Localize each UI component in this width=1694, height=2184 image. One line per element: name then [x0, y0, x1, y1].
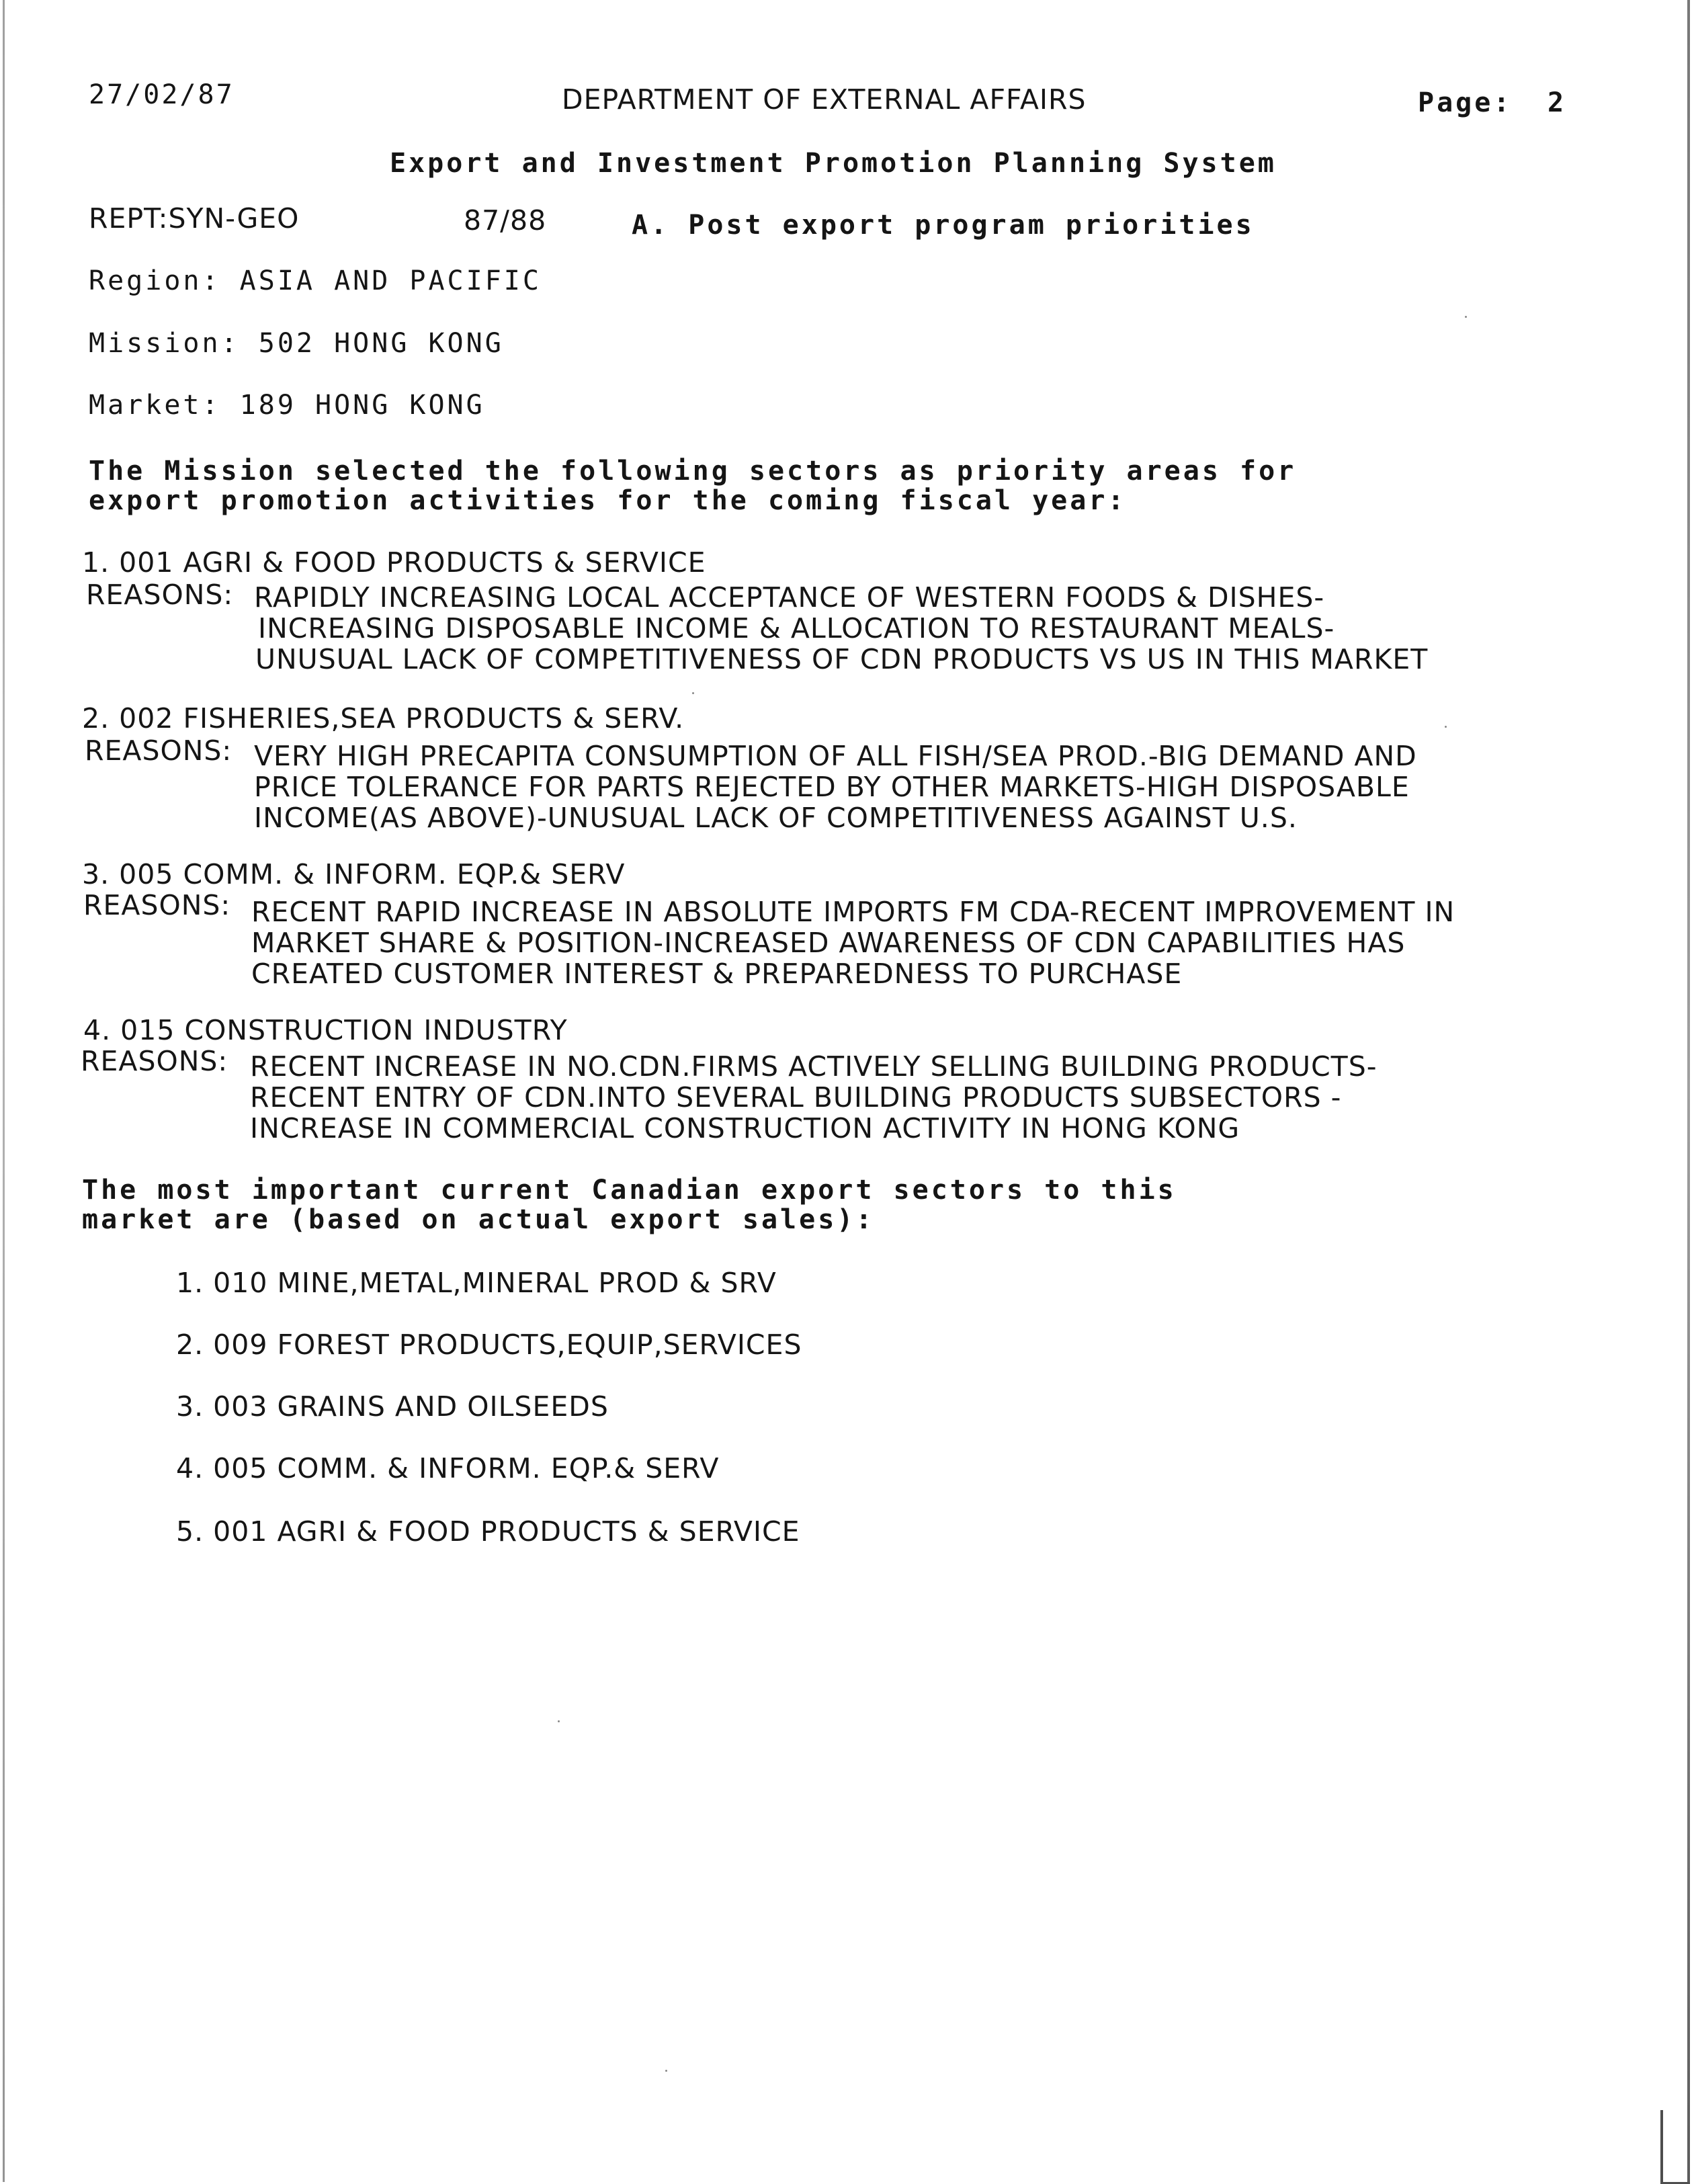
exports-intro-line-2: market are (based on actual export sales):	[82, 1204, 875, 1235]
export-sector-item: 4. 005 COMM. & INFORM. EQP.& SERV	[176, 1452, 720, 1484]
reason-line: RECENT ENTRY OF CDN.INTO SEVERAL BUILDING PRODUCTS SUBSECTORS -	[250, 1081, 1342, 1114]
report-code: REPT:SYN-GEO	[89, 202, 300, 235]
reason-line: INCREASING DISPOSABLE INCOME & ALLOCATION TO RESTAURANT MEALS-	[258, 612, 1335, 644]
exports-intro-line-1: The most important current Canadian export sectors to this	[82, 1175, 1177, 1206]
export-sector-item: 3. 003 GRAINS AND OILSEEDS	[176, 1390, 609, 1423]
intro-line-1: The Mission selected the following sectors as priority areas for	[89, 456, 1297, 487]
reasons-label: REASONS:	[86, 579, 234, 611]
scan-speck	[1445, 726, 1447, 728]
reason-line: RAPIDLY INCREASING LOCAL ACCEPTANCE OF WESTERN FOODS & DISHES-	[254, 581, 1325, 614]
scan-speck	[1465, 316, 1467, 318]
scan-speck	[558, 1720, 560, 1722]
page-label: Page:	[1418, 87, 1513, 118]
priority-heading: 1. 001 AGRI & FOOD PRODUCTS & SERVICE	[82, 546, 706, 579]
report-date: 27/02/87	[89, 79, 235, 110]
reason-line: MARKET SHARE & POSITION-INCREASED AWARENESS OF CDN CAPABILITIES HAS	[251, 927, 1406, 959]
export-sector-item: 5. 001 AGRI & FOOD PRODUCTS & SERVICE	[176, 1515, 800, 1548]
reasons-label: REASONS:	[83, 889, 231, 921]
reason-line: PRICE TOLERANCE FOR PARTS REJECTED BY OTHER MARKETS-HIGH DISPOSABLE	[254, 771, 1410, 803]
scan-speck	[692, 692, 694, 694]
reason-line: VERY HIGH PRECAPITA CONSUMPTION OF ALL FISH/SEA PROD.-BIG DEMAND AND	[254, 740, 1417, 772]
reason-line: RECENT RAPID INCREASE IN ABSOLUTE IMPORTS FM CDA-RECENT IMPROVEMENT IN	[251, 896, 1455, 928]
scan-edge-right	[1687, 0, 1690, 2182]
reason-line: INCREASE IN COMMERCIAL CONSTRUCTION ACTIVITY IN HONG KONG	[250, 1112, 1240, 1144]
region-line: Region: ASIA AND PACIFIC	[89, 265, 542, 296]
reasons-label: REASONS:	[81, 1045, 228, 1077]
reason-line: CREATED CUSTOMER INTEREST & PREPAREDNESS TO PURCHASE	[251, 958, 1183, 990]
report-year: 87/88	[464, 204, 547, 237]
priority-heading: 4. 015 CONSTRUCTION INDUSTRY	[83, 1014, 568, 1046]
reason-line: UNUSUAL LACK OF COMPETITIVENESS OF CDN PRODUCTS VS US IN THIS MARKET	[255, 643, 1429, 675]
market-line: Market: 189 HONG KONG	[89, 390, 485, 421]
page-number: 2	[1548, 87, 1567, 118]
scan-corner	[1660, 2110, 1690, 2184]
reason-line: RECENT INCREASE IN NO.CDN.FIRMS ACTIVELY SELLING BUILDING PRODUCTS-	[250, 1050, 1378, 1083]
export-sector-item: 2. 009 FOREST PRODUCTS,EQUIP,SERVICES	[176, 1329, 802, 1361]
mission-line: Mission: 502 HONG KONG	[89, 328, 504, 359]
report-title: A. Post export program priorities	[632, 210, 1255, 241]
department-name: DEPARTMENT OF EXTERNAL AFFAIRS	[562, 83, 1087, 116]
priority-heading: 2. 002 FISHERIES,SEA PRODUCTS & SERV.	[82, 702, 685, 734]
scan-speck	[665, 2070, 667, 2072]
reasons-label: REASONS:	[85, 734, 232, 767]
export-sector-item: 1. 010 MINE,METAL,MINERAL PROD & SRV	[176, 1267, 777, 1299]
priority-heading: 3. 005 COMM. & INFORM. EQP.& SERV	[82, 858, 626, 890]
scan-edge-left	[3, 0, 5, 2182]
system-title: Export and Investment Promotion Planning System	[390, 148, 1277, 179]
intro-line-2: export promotion activities for the coming fiscal year:	[89, 485, 1127, 516]
reason-line: INCOME(AS ABOVE)-UNUSUAL LACK OF COMPETITIVENESS AGAINST U.S.	[254, 802, 1298, 834]
